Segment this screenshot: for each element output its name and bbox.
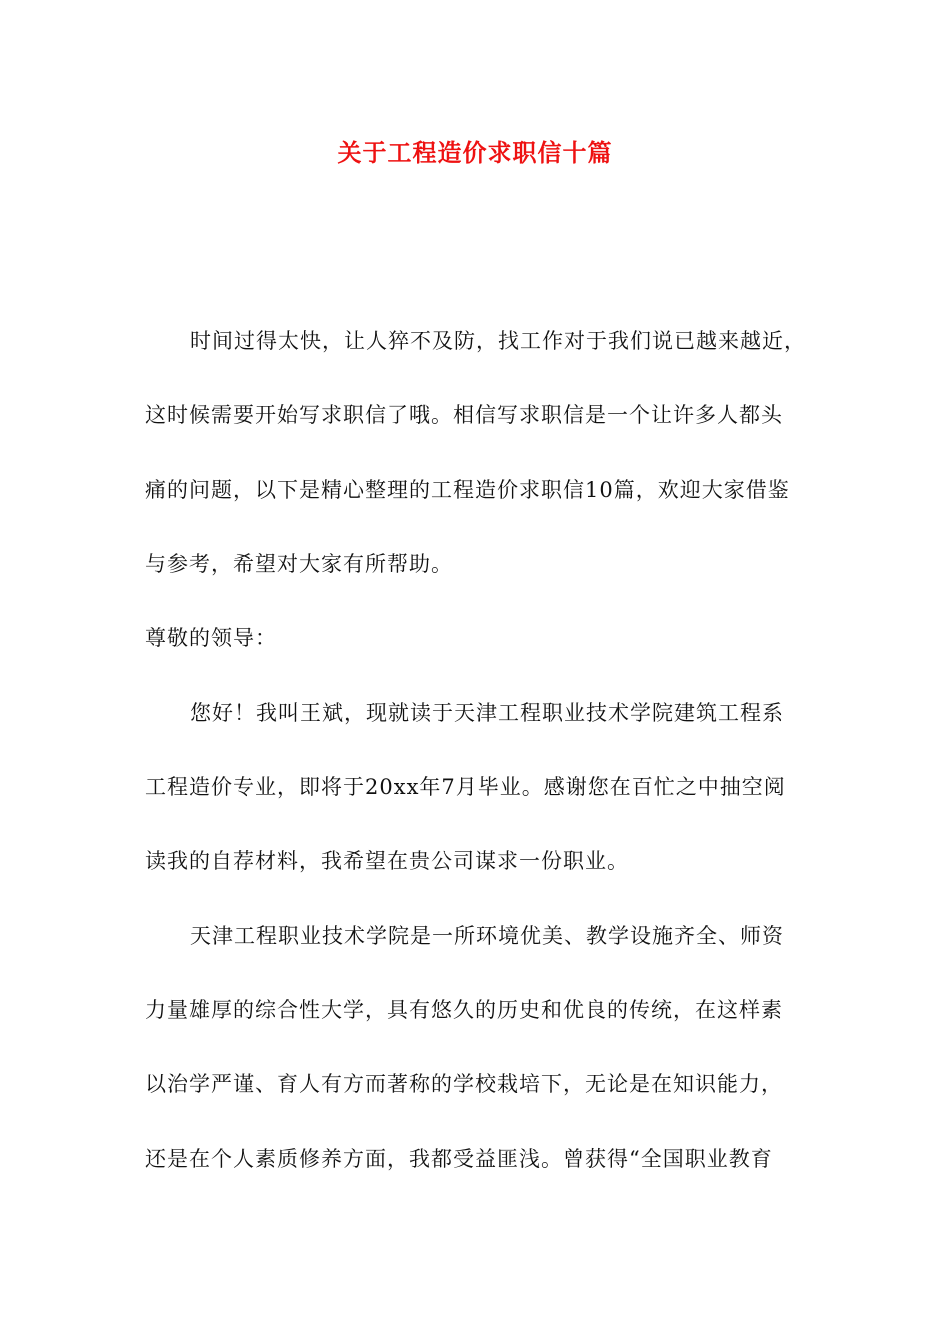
paragraph-line: 您好！我叫王斌，现就读于天津工程职业技术学院建筑工程系: [190, 701, 784, 725]
paragraph-line: 还是在个人素质修养方面，我都受益匪浅。曾获得“全国职业教育: [145, 1147, 773, 1171]
paragraph-line: 工程造价专业，即将于20xx年7月毕业。感谢您在百忙之中抽空阅: [145, 775, 786, 799]
paragraph-line: 时间过得太快，让人猝不及防，找工作对于我们说已越来越近，: [190, 329, 806, 353]
paragraph-line: 读我的自荐材料，我希望在贵公司谋求一份职业。: [145, 849, 629, 873]
paragraph-line: 力量雄厚的综合性大学，具有悠久的历史和优良的传统，在这样素: [145, 998, 783, 1022]
paragraph-line: 这时候需要开始写求职信了哦。相信写求职信是一个让许多人都头: [145, 403, 783, 427]
paragraph-line: 与参考，希望对大家有所帮助。: [145, 552, 453, 576]
paragraph-line: 天津工程职业技术学院是一所环境优美、教学设施齐全、师资: [190, 924, 784, 948]
paragraph-line: 痛的问题，以下是精心整理的工程造价求职信10篇，欢迎大家借鉴: [145, 478, 790, 502]
salutation-line: 尊敬的领导：: [145, 626, 277, 650]
paragraph-line: 以治学严谨、育人有方而著称的学校栽培下，无论是在知识能力，: [145, 1072, 783, 1096]
document-title: 关于工程造价求职信十篇: [337, 138, 613, 167]
